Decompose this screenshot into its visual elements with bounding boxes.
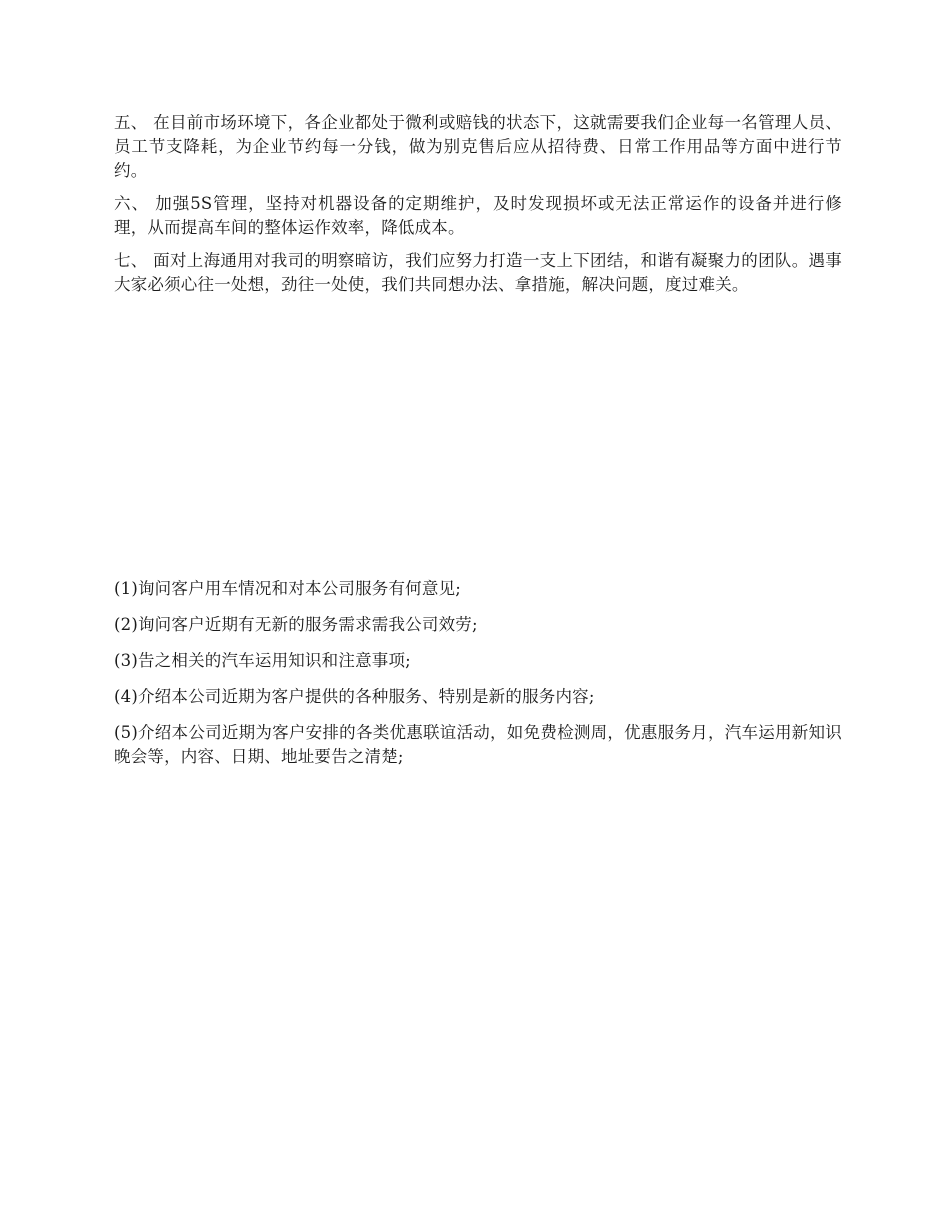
measures-section [114, 111, 842, 306]
list-item: (2)询问客户近期有无新的服务需求需我公司效劳; [114, 615, 478, 634]
list-item: (1)询问客户用车情况和对本公司服务有何意见; [114, 579, 462, 598]
list-item: (3)告之相关的汽车运用知识和注意事项; [114, 651, 411, 670]
paragraph-item-5: 五、 在目前市场环境下，各企业都处于微利或赔钱的状态下，这就需要我们企业每一名管理人员、员工节支降耗，为企业节约每一分钱，做为别克售后应从招待费、日常工作用品等方面中进行节约。 [114, 113, 842, 180]
list-item: (4)介绍本公司近期为客户提供的各种服务、特别是新的服务内容; [114, 687, 595, 706]
paragraph-item-6: 六、 加强5S管理，坚持对机器设备的定期维护，及时发现损坏或无法正常运作的设备并进行修理，从而提高车间的整体运作效率，降低成本。 [114, 194, 842, 237]
customer-followup-list [114, 577, 842, 781]
paragraph-item-7: 七、 面对上海通用对我司的明察暗访，我们应努力打造一支上下团结，和谐有凝聚力的团队。遇事大家必须心往一处想，劲往一处使，我们共同想办法、拿措施，解决问题，度过难关。 [114, 251, 842, 294]
list-item: (5)介绍本公司近期为客户安排的各类优惠联谊活动，如免费检测周，优惠服务月，汽车运用新知识晚会等，内容、日期、地址要告之清楚; [114, 723, 842, 766]
